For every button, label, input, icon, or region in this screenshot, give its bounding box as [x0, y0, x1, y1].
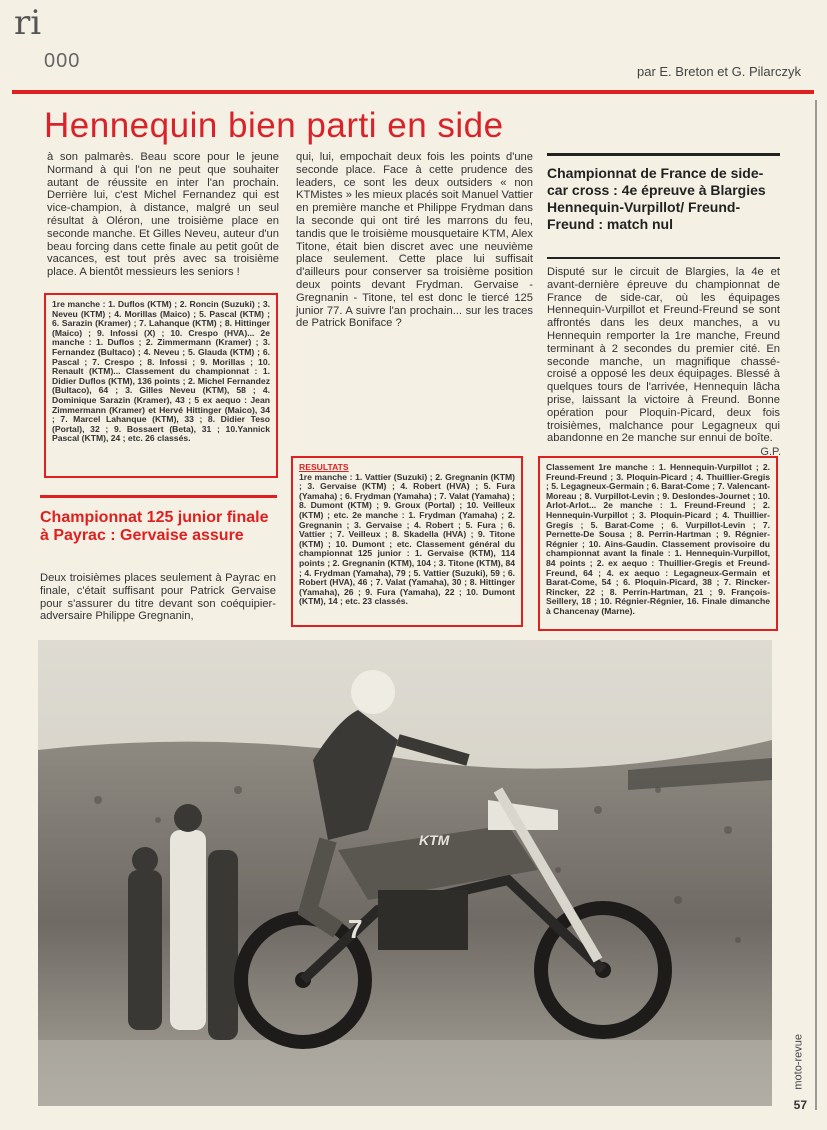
sidecar-section-title: Championnat de France de side-car cross : 4e épreuve à Blargies Hennequin-Vurpillot/ Freund-Freund : match nul: [547, 165, 766, 232]
column3-paragraph: Disputé sur le circuit de Blargies, la 4e et avant-dernière épreuve du championnat de France de side-car, où les équipages Hennequin-Vurpillot et Freund-Freund se sont affrontés dans les deux manches, a vu Hennequin remporter la 1re manche, Freund terminant à 2 secondes du premier cité. En seconde manche, un magnifique chassé-croisé a opposé les deux équipages. Blessé à quelques tours de l'arrivée, Hennequin lâcha prise, laissant la victoire à Freund. Bonne opération pour Ploquin-Picard, deux fois troisièmes, malchance pour Legagneux qui abandonne en 2e manche sur ennui de boîte.: [547, 266, 780, 445]
sidecar-rule-top: [547, 153, 780, 156]
subsection-rule: [40, 495, 277, 498]
author-signature: G.P.: [760, 446, 781, 458]
junior-results-text: 1re manche : 1. Vattier (Suzuki) ; 2. Gregnanin (KTM) ; 3. Gervaise (KTM) ; 4. Robert (HVA) ; 5. Fura (Yamaha) ; 6. Frydman (Yamaha) ; 7. Valat (Yamaha) ; 8. Dumont (KTM) ; 9. Groux (Portal) ; 10. Veilleux (KTM) ; etc. 2e manche : 1. Frydman (Yamaha) ; 2. Gregnanin ; 3. Gervaise ; 4. Robert ; 5. Fura ; 6. Vattier ; 7. Veilleux ; 8. Skadella (HVA) ; 9. Titone (KTM) ; 10. Dumont ; etc. Classement général du championnat 125 junior : 1. Gervaise (KTM), 114 points ; 2. Gregnanin (KTM), 104 ; 3. Titone (KTM), 84 ; 4. Frydman (Yamaha), 79 ; 5. Vattier (Suzuki), 59 ; 6. Robert (HVA), 46 ; 7. Valat (Yamaha), 30 ; 8. Hittinger (Yamaha), 26 ; 9. Fura (Yamaha), 22 ; 10. Dumont (KTM), 14 ; etc. 23 classés.: [299, 471, 515, 607]
junior-results-box: [291, 456, 523, 627]
junior-section-paragraph: Deux troisièmes places seulement à Payrac en finale, c'était suffisant pour Patrick Gervaise pour s'assurer du titre devant son coéquipier-adversaire Philippe Gregnanin,: [40, 572, 276, 623]
junior-section-title: Championnat 125 junior finale à Payrac : Gervaise assure: [40, 509, 269, 544]
column2-paragraph: qui, lui, empochait deux fois les points d'une seconde place. Face à cette prudence des leaders, ce sont les deux outsiders « non KTMistes » les mieux placés soit Manuel Vattier en première manche et Philippe Frydman dans la seconde qui ont tiré les marrons du feu, tandis que le troisième mousquetaire KTM, Alex Titone, était bien discret avec une neuvième place seulement. Cette place lui suffisait d'ailleurs pour conserver sa troisième position deux points devant Frydman. Gervaise - Gregnanin - Titone, tel est donc le tiercé 125 junior 77. A suivre l'an prochain... sur les traces de Patrick Boniface ?: [296, 151, 533, 330]
column1-paragraph: à son palmarès. Beau score pour le jeune Normand à qui l'on ne peut que souhaiter autant de réussite en inter l'an prochain. Derrière lui, c'est Michel Fernandez qui est vice-champion, à distance, malgré un seul résultat à Oléron, une troisième place en seconde manche. Et Gilles Neveu, auteur d'un beau forcing dans cette finale au petit goût de vacances, est tout près avec sa troisième place. A bientôt messieurs les seniors !: [47, 151, 279, 279]
header-rule: [12, 90, 814, 94]
motocross-photo-drawing: [38, 640, 772, 1106]
rider-number-label: 7: [348, 914, 363, 944]
magazine-name: moto-revue: [793, 1034, 805, 1090]
sidecar-rule-bottom: [547, 257, 780, 259]
motocross-photo: [38, 640, 772, 1106]
byline: par E. Breton et G. Pilarczyk: [636, 64, 801, 79]
page-number: 57: [793, 1098, 807, 1112]
senior-results-box: 1re manche : 1. Duflos (KTM) ; 2. Roncin (Suzuki) ; 3. Neveu (KTM) ; 4. Morillas (Maico) ; 5. Pascal (KTM) ; 6. Sarazin (Kramer) ; 7. Lahanque (KTM) ; 8. Hittinger (Maico) ; 9. Infossi (X) ; 10. Crespo (HVA)... 2e manche : 1. Duflos ; 2. Zimmermann (Kramer) ; 3. Fernandez (Bultaco) ; 4. Neveu ; 5. Glauda (KTM) ; 6. Pascal ; 7. Crespo ; 8. Infossi ; 9. Morillas ; 10. Renault (KTM)... Classement du championnat : 1. Didier Duflos (KTM), 136 points ; 2. Michel Fernandez (Bultaco), 64 ; 3. Gilles Neveu (KTM), 58 ; 4. Dominique Sarazin (Kramer), 43 ; 5 ex aequo : Jean Zimmermann (Kramer) et Hervé Hittinger (Maico), 34 ; 7. Marcel Lahanque (KTM), 33 ; 8. Didier Teso (Portal), 32 ; 9. Bossaert (Beta), 31 ; 10.Yannick Pascal (KTM), 24 ; etc. 26 classés.: [44, 293, 278, 478]
magazine-logo: ri: [14, 3, 42, 43]
bike-brand-label: KTM: [419, 832, 450, 848]
margin-line: [815, 100, 817, 1110]
logo-ornament: 000: [44, 50, 81, 72]
sidecar-results-box: Classement 1re manche : 1. Hennequin-Vurpillot ; 2. Freund-Freund ; 3. Ploquin-Picard ; 4. Thuillier-Gregis ; 5. Legagneux-Germain ; 6. Barat-Come ; 7. Valencant-Moreau ; 8. Vurpillot-Levin ; 9. Deslondes-Journet ; 10. Arlot-Arlot... 2e manche : 1. Freund-Freund ; 2. Hennequin-Vurpillot ; 3. Ploquin-Picard ; 4. Thuillier-Gregis ; 5. Barat-Come ; 6. Vurpillot-Levin ; 7. Pernette-De Sousa ; 8. Perrin-Hartman ; 9. Régnier-Régnier ; 10. Ains-Gaudin. Classement provisoire du championnat avant la finale : 1. Hennequin-Vurpillot, 84 points ; 2. ex aequo : Thuillier-Gregis et Freund-Freund, 64 ; 4. ex aequo : Legagneux-Germain et Barat-Come, 54 ; 6. Ploquin-Picard, 38 ; 7. Rincker-Rincker, 22 ; 8. Perrin-Hartman, 21 ; 9. François-Seillery, 18 ; 10. Régnier-Régnier, 16. Finale dimanche à Chancenay (Marne).: [538, 456, 778, 631]
results-label: RESULTATS: [299, 462, 349, 472]
article-headline: Hennequin bien parti en side: [44, 106, 504, 145]
